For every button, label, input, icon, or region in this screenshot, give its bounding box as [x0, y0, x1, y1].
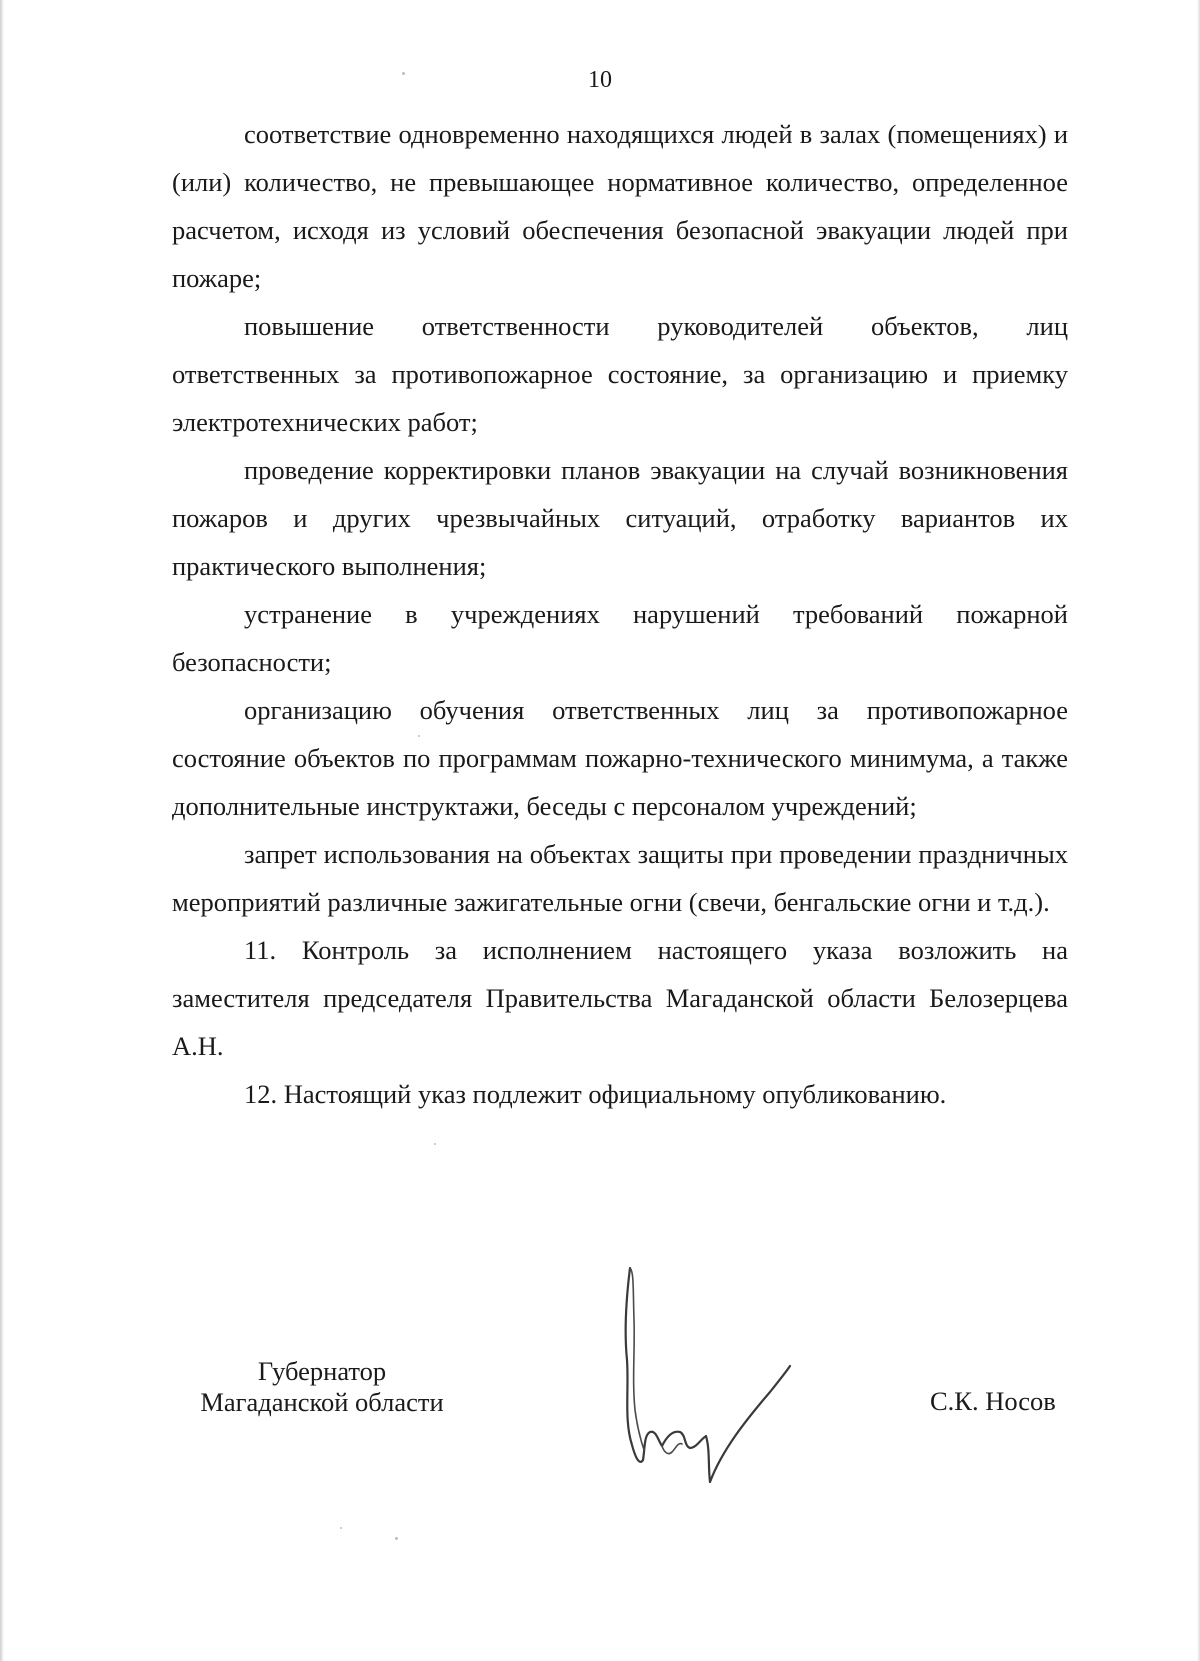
signatory-name: С.К. Носов — [930, 1386, 1056, 1416]
signatory-position-line2: Магаданской области — [200, 1387, 444, 1417]
paragraph-responsibility: повышение ответственности руководителей объектов, лиц ответственных за противопожарное состояние, за организацию и приемку электротехнических работ; — [172, 311, 1068, 437]
signature-stroke-inner — [662, 1444, 682, 1454]
scan-speck — [434, 1143, 436, 1145]
paragraph-violations: устранение в учреждениях нарушений требований пожарной безопасности; — [172, 599, 1068, 677]
scan-speck — [402, 72, 405, 75]
paragraph-item-12-publication: 12. Настоящий указ подлежит официальному опубликованию. — [244, 1079, 947, 1109]
scan-speck — [418, 735, 420, 737]
page-number: 10 — [588, 67, 612, 93]
handwritten-signature — [600, 1260, 840, 1500]
scan-speck — [340, 1527, 342, 1529]
paragraph-open-fire-ban: запрет использования на объектах защиты при проведении праздничных мероприятий различные зажигательные огни (свечи, бенгальские огни и т.д.). — [172, 839, 1068, 917]
paragraph-training: организацию обучения ответственных лиц за противопожарное состояние объектов по программам пожарно-технического минимума, а также дополнительные инструктажи, беседы с персоналом учреждений; — [172, 695, 1068, 821]
scan-speck — [395, 1537, 398, 1540]
signatory-position — [172, 1356, 472, 1418]
signature-stroke-main — [626, 1268, 790, 1482]
paragraph-evacuation-plans: проведение корректировки планов эвакуации на случай возникновения пожаров и других чрезвычайных ситуаций, отработку вариантов их практического выполнения; — [172, 455, 1068, 581]
paragraph-item-11-control: 11. Контроль за исполнением настоящего указа возложить на заместителя председателя Правительства Магаданской области Белозерцева А.Н. — [172, 935, 1068, 1061]
document-body — [172, 110, 1068, 1118]
signatory-position-line1: Губернатор — [257, 1356, 387, 1386]
paragraph-occupancy-limit: соответствие одновременно находящихся людей в залах (помещениях) и (или) количество, не превышающее нормативное количество, определенное расчетом, исходя из условий обеспечения безопасной эвакуации людей при пожаре; — [172, 119, 1068, 293]
scan-edge-left — [0, 0, 4, 1661]
signature-stroke-loop — [630, 1268, 644, 1450]
